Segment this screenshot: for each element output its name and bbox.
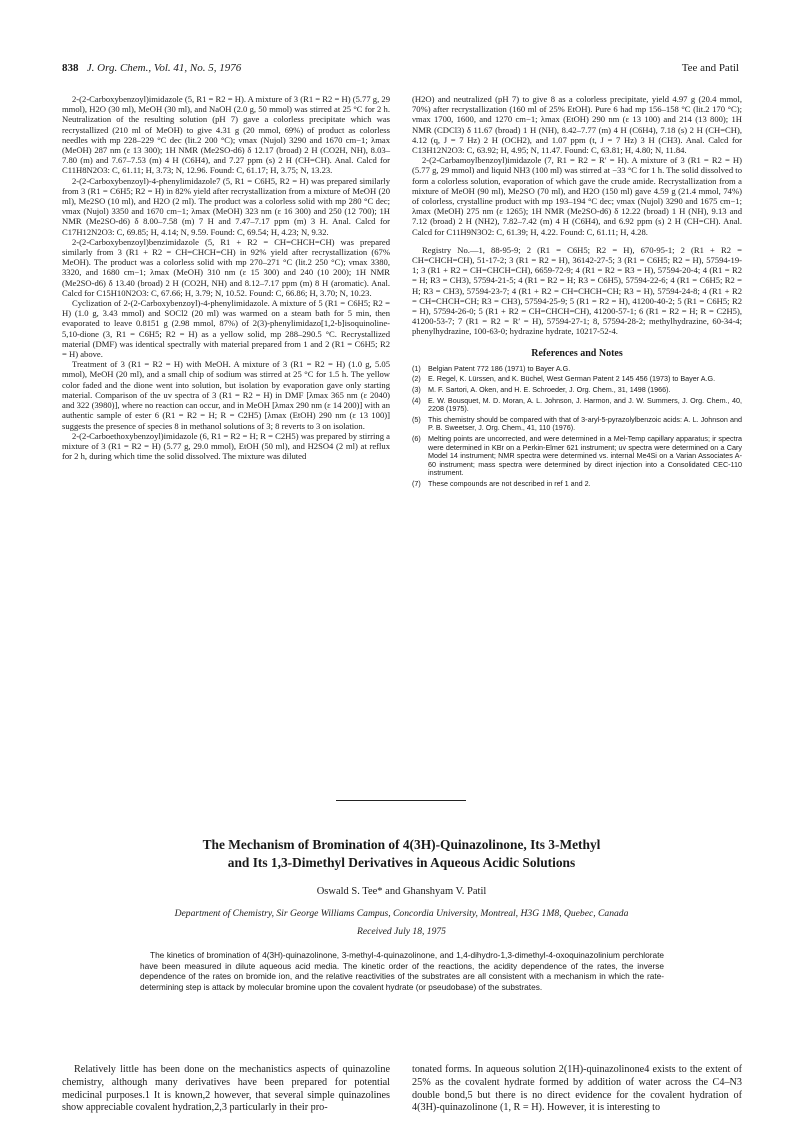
paragraph: 2-(2-Carbamoylbenzoyl)imidazole (7, R1 = R2 = R′ = H). A mixture of 3 (R1 = R2 = H) (5.77 g, 29 mmol) and liquid NH3 (100 ml) was stirred at −33 °C for 1 h. The solid dissolved to form a colorless solution, evaporation of which gave the crude amide. Recrystallization from a mixture of MeOH (90 ml), Me2SO (70 ml), and H2O (150 ml) gave 4.59 g (21.4 mmol, 74%) of colorless, crystalline product with mp 193–194 °C dec; νmax (Nujol) 3290 and 1675 cm−1; λmax (MeOH) 275 nm (ε 1265); 1H NMR (Me2SO-d6) δ 12.22 (broad) 1 H (NH), 9.13 and 7.12 (broad) 2 H (NH2), 7.82–7.42 (m) 4 H (C6H4), and 6.92 ppm (s) 2 H (CH=CH). Anal. Calcd for C11H9N3O2: C, 61.39; H, 4.22. Found: C, 61.11; H, 4.28. [412,155,742,237]
reference-item: (7) These compounds are not described in ref 1 and 2. [412,479,591,488]
paragraph: 2-(2-Carboxybenzoyl)imidazole (5, R1 = R2 = H). A mixture of 3 (R1 = R2 = H) (5.77 g, 29 mmol), H2O (30 ml), MeOH (30 ml), and NaOH (2.0 g, 50 mmol) was stirred at 25 °C for 2 h. Neutralization of the resulting solution (pH 7) gave a colorless precipitate which was recrystallized (210 ml of MeOH) to give 4.31 g (20 mmol, 69%) of product as colorless needles with mp 228–229 °C dec (lit.2 200 °C); νmax (Nujol) 3290 and 1670 cm−1; λmax (MeOH) 287 nm (ε 13 300); 1H NMR (Me2SO-d6) δ 12.17 (broad) 2 H (CO2H, NH), 8.03–7.80 (m) and 7.67–7.53 (m) 4 H (C6H4), and 7.27 ppm (s) 2 H (CH=CH). Anal. Calcd for C11H8N2O3: C, 61.11; H, 3.73; N, 12.96. Found: C, 61.17; H, 3.75; N, 13.23. [62,94,390,176]
intro-right-column: tonated forms. In aqueous solution 2(1H)-quinazolinone4 exists to the extent of 25% as the covalent hydrate formed by addition of water across the C4–N3 double bond,5 but there is no direct evidence for the covalent hydration of 4(3H)-quinazolinone (1, R = H). However, it is interesting to [412,1064,742,1114]
journal-citation: J. Org. Chem., Vol. 41, No. 5, 1976 [86,62,242,74]
running-header-left [62,62,241,74]
paragraph: Cyclization of 2-(2-Carboxybenzoyl)-4-phenylimidazole. A mixture of 5 (R1 = C6H5; R2 = H) (1.0 g, 3.43 mmol) and SOCl2 (20 ml) was warmed on a steam bath for 5 min, then evaporated to leave 0.8151 g (2.98 mmol, 87%) of 2(3)-phenylimidazo[1,2-b]isoquinoline-5,10-dione (3, R1 = C6H5; R2 = H) as a yellow solid, mp 288–290.5 °C. Recrystallized material (DMF) was identical spectrally with material prepared from 1 and 2 (R1 = C6H5; R2 = H) above. [62,298,390,360]
paragraph: (H2O) and neutralized (pH 7) to give 8 as a colorless precipitate, yield 4.97 g (20.4 mmol, 70%) after recrystallization (160 ml of 25% EtOH). Pure 6 had mp 156–158 °C (lit.2 170 °C); νmax 1700, 1600, and 1270 cm−1; λmax (EtOH) 290 nm (ε 13 100) and 214 (13 800); 1H NMR (CDCl3) δ 11.67 (broad) 1 H (NH), 8.42–7.77 (m) 4 H (C6H4), 7.18 (s) 2 H (CH=CH), 4.12 (q, J = 7 Hz) 2 H (OCH2), and 1.07 ppm (t, J = 7 Hz) 3 H (CH3). Anal. Calcd for C13H12N2O3: C, 63.92; H, 4.95; N, 11.47. Found: C, 63.81; H, 4.80; N, 11.84. [412,94,742,156]
reference-item: (3) M. F. Sartori, A. Oken, and H. E. Schroeder, J. Org. Chem., 31, 1498 (1966). [412,385,671,395]
received-date: Received July 18, 1975 [357,926,446,937]
abstract: The kinetics of bromination of 4(3H)-quinazolinone, 3-methyl-4-quinazolinone, and 1,4-dihydro-1,3-dimethyl-4-oxoquinazolinium perchlorate have been measured in dilute aqueous acid media. The kinetic order of the reactions, the acidity dependence of the rates, the inverse dependence of the rates on bromide ion, and the relative reactivities of the substrates are all consistent with a mechanism in which the rate-determining step is attack by molecular bromine upon the covalent hydrate (or pseudobase) of the substrates. [140,950,664,992]
reference-item: (5) This chemistry should be compared with that of 3-aryl-5-pyrazolylbenzoic acids: A. L. Johnson and P. B. Sweetser, J. Org. Chem., 41, 110 (1976). [412,414,742,433]
experimental-right-column [412,94,742,491]
paragraph: Treatment of 3 (R1 = R2 = H) with MeOH. A mixture of 3 (R1 = R2 = H) (1.0 g, 5.05 mmol), MeOH (20 ml), and a small chip of sodium was stirred at 25 °C for 1.5 h. The yellow color faded and the dione went into solution, but isolation by evaporation gave only starting material. Comparison of the uv spectra of 3 (R1 = R2 = H) in DMF [λmax 365 nm (ε 2040) and 322 (3980)], where no reaction can occur, and in MeOH [λmax 290 nm (ε 14 200)] with an authentic sample of ester 6 (R1 = R2 = H; R = C2H5) [λmax (EtOH) 290 nm (ε 13 100)] suggests the presence of species 8 in methanol solutions of 3; 8 reverts to 3 on isolation. [62,359,390,431]
paragraph: 2-(2-Carboethoxybenzoyl)imidazole (6, R1 = R2 = H; R = C2H5) was prepared by stirring a mixture of 3 (R1 = R2 = H) (5.77 g, 29.0 mmol), EtOH (50 ml), and H2SO4 (2 ml) at reflux for 2 h, during which time the solid dissolved. The mixture was diluted [62,430,390,462]
article-authors: Oswald S. Tee* and Ghanshyam V. Patil [316,886,487,897]
registry-numbers: Registry No.—1, 88-95-9; 2 (R1 = C6H5; R2 = H), 670-95-1; 2 (R1 + R2 = CH=CHCH=CH), 51-17-2; 3 (R1 = R2 = H), 36142-27-5; 3 (R1 = C6H5; R2 = H), 57594-19-1; 3 (R1 + R2 = CH=CHCH=CH), 6659-72-9; 4 (R1 = R2 = R3 = H), 57594-20-4; 4 (R1 = R2 = H; R3 = CH3), 57594-21-5; 4 (R1 = R2 = H; R3 = C6H5), 57594-22-6; 4 (R1 = C6H5; R2 = H; R3 = CH3), 57594-23-7; 4 (R1 + R2 = CH=CHCH=CH; R3 = H), 57594-24-8; 4 (R1 + R2 = CH=CHCH=CH; R3 = CH3), 57594-25-9; 5 (R1 = R2 = H), 41200-40-2; 5 (R1 = C6H5; R2 = H), 57594-26-0; 5 (R1 + R2 = CH=CHCH=CH), 41200-57-1; 6 (R1 = R2 = H; R = C2H5), 41200-53-7; 7 (R1 = R2 = R′ = H), 57594-27-1; 8, 57594-28-2; methylhydrazine, 60-34-4; phenylhydrazine, 100-63-0; hydrazine hydrate, 10217-52-4. [412,244,742,337]
page-number: 838 [62,62,79,74]
author-affiliation: Department of Chemistry, Sir George Williams Campus, Concordia University, Montreal, H3G 1M8, Quebec, Canada [174,908,629,919]
reference-item: (6) Melting points are uncorrected, and were determined in a Mel-Temp capillary apparatus; ir spectra were determined in KBr on a Perkin-Elmer 621 instrument; uv spectra were determined on a Cary Model 14 instrument; NMR spectra were determined vs. internal Me4Si on a Varian Associates A-60 instrument; mass spectra were determined by direct injection into a Consolidated CEC-110 instrument. [412,434,742,478]
references-list [412,365,742,489]
section-divider [336,800,466,801]
reference-item: (1) Belgian Patent 772 186 (1971) to Bayer A.G. [412,363,571,373]
paragraph: 2-(2-Carboxybenzoyl)-4-phenylimidazole7 (5, R1 = C6H5, R2 = H) was prepared similarly from 3 (R1 = C6H5; R2 = H) in 82% yield after recrystallization from a mixture of MeOH (20 ml), Me2SO (10 ml), and H2O (2 ml). The product was a colorless solid with mp 280 °C dec; νmax (Nujol) 3350 and 1670 cm−1; λmax (MeOH) 323 nm (ε 16 300) and 250 (12 700); 1H NMR (Me2SO-d6) δ 8.00–7.58 (m) 7 H and 7.47–7.17 ppm (m) 3 H. Anal. Calcd for C17H12N2O3: C, 69.85; H, 4.14; N, 9.59. Found: C, 69.54; H, 4.23; N, 9.32. [62,175,390,237]
running-header-right: Tee and Patil [681,62,739,74]
article-title: The Mechanism of Bromination of 4(3H)-Quinazolinone, Its 3-Methyl and Its 1,3-Dimethyl Derivatives in Aqueous Acidic Solutions [202,837,601,870]
references-heading: References and Notes [531,347,623,359]
experimental-left-column [62,94,390,461]
reference-item: (4) E. W. Bousquet, M. D. Moran, A. L. Johnson, J. Harmon, and J. W. Summers, J. Org. Chem., 40, 2208 (1975). [412,395,742,414]
paragraph: 2-(2-Carboxybenzoyl)benzimidazole (5, R1 + R2 = CH=CHCH=CH) was prepared similarly from 3 (R1 + R2 = CH=CHCH=CH) in 92% yield after recrystallization (67% MeOH). The product was a colorless solid with mp 270–271 °C (lit.2 250 °C); νmax 3380, 3320, and 1680 cm−1; λmax (MeOH) 310 nm (ε 15 300) and 240 (10 200); 1H NMR (Me2SO-d6) δ 13.40 (broad) 2 H (CO2H, NH) and 8.12–7.17 ppm (m) 8 H (aromatic). Anal. Calcd for C15H10N2O3: C, 67.66; H, 3.79; N, 10.52. Found: C, 66.86; H, 3.70; N, 10.23. [62,236,390,298]
intro-left-column: Relatively little has been done on the mechanistics aspects of quinazoline chemistry, although many derivatives have been prepared for potential medicinal purposes.1 It is known,2 however, that several simple quinazolines show appreciable covalent hydration,2,3 particularly in their pro- [62,1064,390,1114]
reference-item: (2) E. Regel, K. Lürssen, and K. Büchel, West German Patent 2 145 456 (1973) to Bayer A.G. [412,374,716,384]
